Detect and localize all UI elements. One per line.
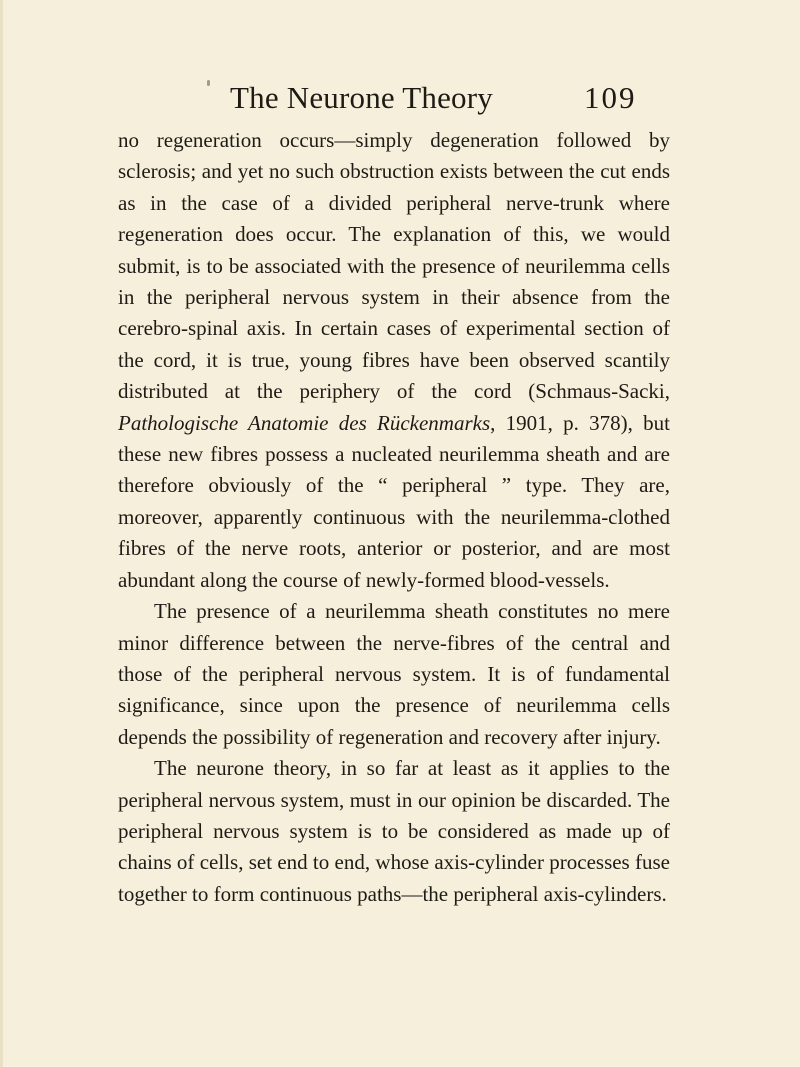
page-edge [0,0,3,1067]
print-speck [207,80,210,86]
book-title-citation: Pathologische Anatomie des Rückenmarks [118,410,491,435]
paragraph-3 [118,753,670,910]
page-number: 109 [584,80,637,115]
paragraph-2 [118,596,670,753]
running-head-title: The Neurone Theory [230,80,493,115]
body-text [118,125,670,910]
paragraph-1 [118,125,670,596]
paragraph-1-text-1: no regeneration occurs—simply degeneration followed by sclerosis; and yet no such obstruction exists between the cut ends as in the case of a divided peripheral nerve-trunk where regeneration does occur. The explanation of this, we would submit, is to be associated with the presence of neurilemma cells in the peripheral nervous system in their absence from the cerebro-spinal axis. In certain cases of experimental section of the cord, it is true, young fibres have been observed scantily distributed at the periphery of the cord (Schmaus-Sacki, [118,128,670,404]
paragraph-3-text: The neurone theory, in so far at least as it applies to the peripheral nervous system, must in our opinion be discarded. The peripheral nervous system is to be considered as made up of chains of cells, set end to end, whose axis-cylinder processes fuse together to form continuous paths—the peripheral axis-cylinders. [118,756,670,906]
paragraph-2-text: The presence of a neurilemma sheath constitutes no mere minor difference between the nerve-fibres of the central and those of the peripheral nervous system. It is of fundamental significance, since upon the presence of neurilemma cells depends the possibility of regeneration and recovery after injury. [118,599,670,749]
running-head [230,78,670,118]
paragraph-1-text-2: , 1901, p. 378), but these new fibres possess a nucleated neurilemma sheath and are therefore obviously of the “ peripheral ” type. They are, moreover, apparently continuous with the neurilemma-clothed fibres of the nerve roots, anterior or posterior, and are most abundant along the course of newly-formed blood-vessels. [118,410,670,592]
